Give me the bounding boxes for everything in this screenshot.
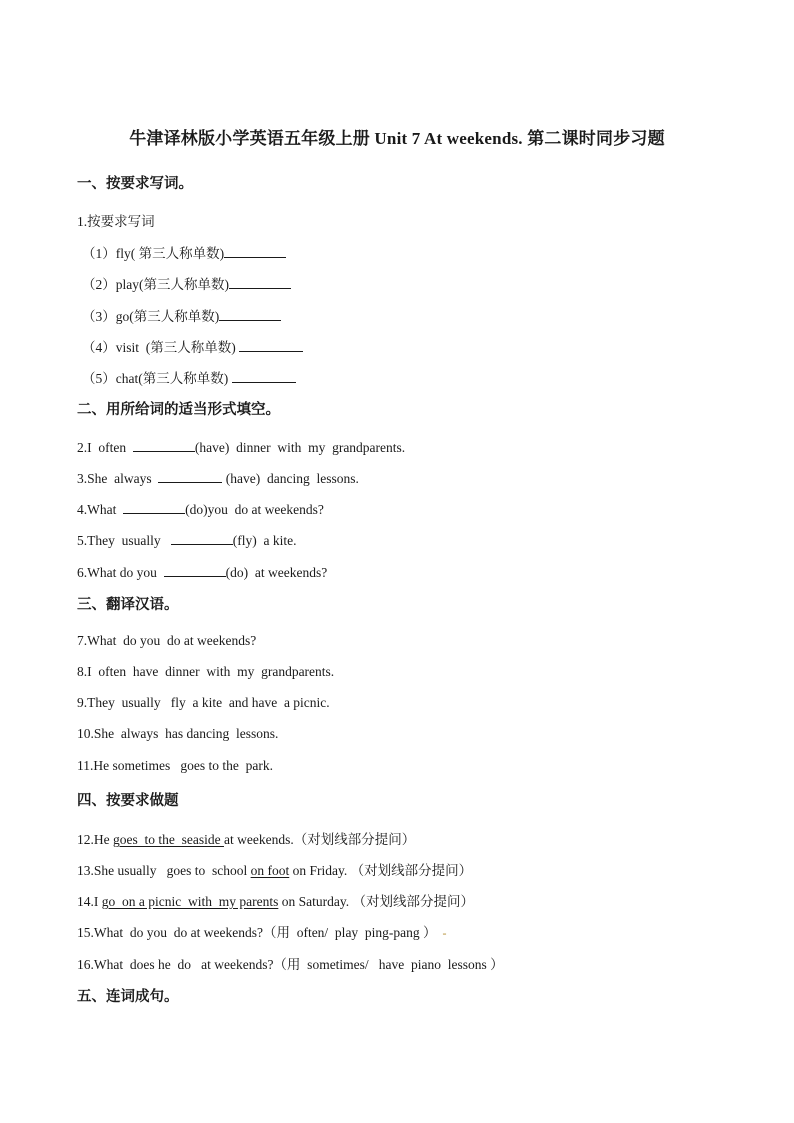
question-8: 8.I often have dinner with my grandparents.	[77, 664, 335, 679]
question-3: 3.She always (have) dancing lessons.	[77, 471, 359, 486]
question-12: 12.He goes to the seaside at weekends.（对划线部分提问）	[77, 832, 416, 847]
question-15: 15.What do you do at weekends?（用 often/ play ping-pang ） -	[77, 925, 447, 940]
question-16: 16.What does he do at weekends?（用 sometimes/ have piano lessons ）	[77, 957, 504, 972]
question-14: 14.I go on a picnic with my parents on Saturday. （对划线部分提问）	[77, 894, 474, 909]
section-heading-3: 三、翻译汉语。	[77, 597, 179, 613]
question-1-item-5: （5）chat(第三人称单数)	[82, 367, 296, 387]
answer-blank[interactable]	[123, 500, 185, 514]
answer-blank[interactable]	[219, 307, 281, 321]
question-5: 5.They usually (fly) a kite.	[77, 533, 297, 548]
section-heading-4: 四、按要求做题	[77, 793, 179, 809]
question-2: 2.I often (have) dinner with my grandparents.	[77, 440, 406, 455]
page-title: 牛津译林版小学英语五年级上册 Unit 7 At weekends. 第二课时同步习题	[129, 129, 665, 148]
question-4: 4.What (do)you do at weekends?	[77, 502, 324, 517]
question-1-item-2: （2）play(第三人称单数)	[82, 273, 291, 293]
underlined-phrase: on foot	[250, 863, 290, 878]
question-11: 11.He sometimes goes to the park.	[77, 758, 273, 773]
answer-blank[interactable]	[232, 369, 296, 383]
section-heading-5: 五、连词成句。	[77, 989, 179, 1005]
question-1-item-4: （4）visit (第三人称单数)	[82, 336, 303, 356]
question-1-item-1: （1）fly( 第三人称单数)	[82, 242, 286, 262]
question-1-item-3: （3）go(第三人称单数)	[82, 305, 281, 325]
underlined-phrase: go on a picnic with my parents	[101, 894, 279, 909]
answer-blank[interactable]	[229, 275, 291, 289]
question-10: 10.She always has dancing lessons.	[77, 726, 279, 741]
answer-blank[interactable]	[158, 469, 222, 483]
section-heading-1: 一、按要求写词。	[77, 176, 193, 192]
section-heading-2: 二、用所给词的适当形式填空。	[77, 402, 280, 418]
answer-blank[interactable]	[171, 531, 233, 545]
question-1: 1.按要求写词	[77, 214, 155, 229]
underlined-phrase: goes to the seaside	[113, 832, 224, 847]
stray-mark-icon: -	[436, 926, 447, 940]
question-13: 13.She usually goes to school on foot on Friday. （对划线部分提问）	[77, 863, 473, 878]
answer-blank[interactable]	[239, 338, 303, 352]
question-7: 7.What do you do at weekends?	[77, 633, 257, 648]
answer-blank[interactable]	[164, 563, 226, 577]
answer-blank[interactable]	[224, 244, 286, 258]
answer-blank[interactable]	[133, 438, 195, 452]
question-6: 6.What do you (do) at weekends?	[77, 565, 328, 580]
question-9: 9.They usually fly a kite and have a picnic.	[77, 695, 330, 710]
